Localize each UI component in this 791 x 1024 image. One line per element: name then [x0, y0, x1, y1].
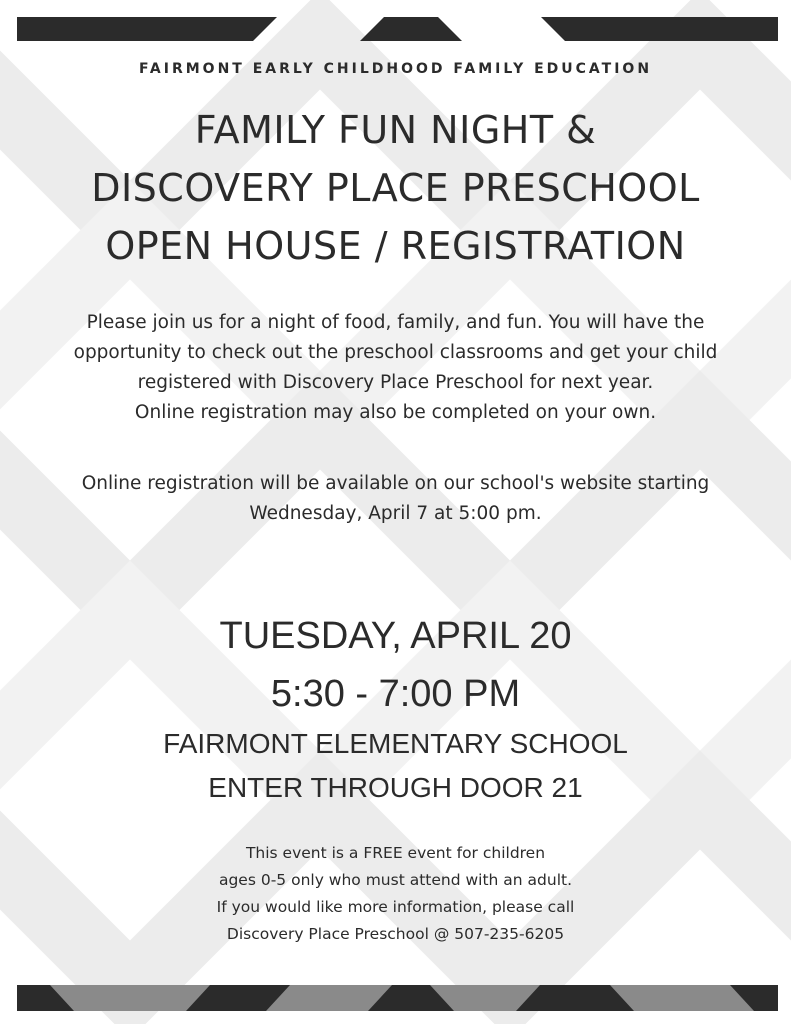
bottom-decorative-band: [0, 985, 791, 1011]
intro-line: registered with Discovery Place Preschool for next year.: [137, 372, 654, 393]
event-location: FAIRMONT ELEMENTARY SCHOOL: [163, 728, 628, 759]
online-registration-paragraph: [0, 469, 791, 529]
event-entrance: ENTER THROUGH DOOR 21: [208, 772, 583, 803]
headline-line-3: OPEN HOUSE / REGISTRATION: [105, 224, 686, 268]
details-paragraph: [0, 840, 791, 948]
details-line: This event is a FREE event for children: [245, 844, 546, 862]
organization-name: FAIRMONT EARLY CHILDHOOD FAMILY EDUCATION: [138, 61, 653, 77]
headline-line-2: DISCOVERY PLACE PRESCHOOL: [91, 166, 700, 210]
details-line: ages 0-5 only who must attend with an adult.: [218, 871, 573, 889]
online-line: Wednesday, April 7 at 5:00 pm.: [249, 503, 542, 524]
intro-line: Online registration may also be completed on your own.: [134, 402, 657, 423]
details-line: If you would like more information, please call: [216, 898, 575, 916]
intro-line: Please join us for a night of food, family, and fun. You will have the: [86, 312, 705, 333]
online-line: Online registration will be available on our school's website starting: [81, 473, 710, 494]
top-decorative-band: [0, 17, 791, 41]
event-time: 5:30 - 7:00 PM: [270, 673, 521, 715]
details-contact-line: Discovery Place Preschool @ 507-235-6205: [226, 925, 565, 943]
intro-paragraph: [0, 308, 791, 428]
intro-line: opportunity to check out the preschool classrooms and get your child: [73, 342, 718, 363]
headline-line-1: FAMILY FUN NIGHT &: [194, 108, 597, 152]
event-date: TUESDAY, APRIL 20: [219, 615, 572, 657]
